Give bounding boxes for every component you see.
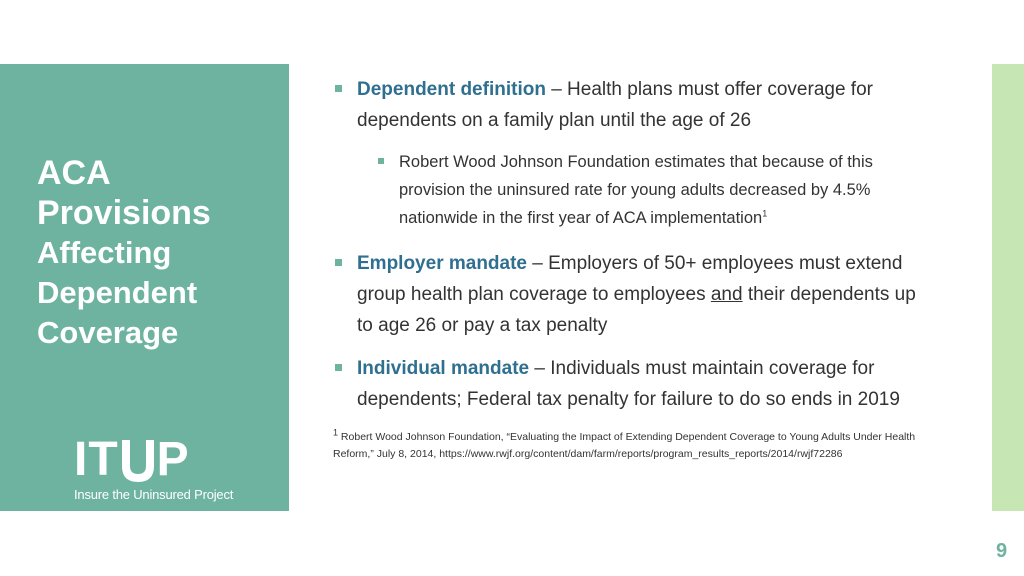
title-line-3: Affecting <box>37 235 172 270</box>
slide-content <box>333 74 933 463</box>
bullet-individual-mandate <box>333 353 933 415</box>
bullet-employer-mandate <box>333 248 933 341</box>
footnote <box>333 429 933 463</box>
logo-letter-i: I <box>74 433 89 486</box>
title-line-4: Dependent <box>37 275 198 310</box>
footnote-marker: 1 <box>333 427 339 438</box>
bullet-term: Dependent definition <box>357 79 546 100</box>
california-u-icon <box>120 440 156 482</box>
bullet-square-icon <box>335 364 342 371</box>
bullet-term: Individual mandate <box>357 358 530 379</box>
sub-bullet-text: Robert Wood Johnson Foundation estimates that because of this provision the uninsured rate for young adults decreased by 4.5% nationwide in the first year of ACA implementation <box>399 153 873 227</box>
itup-logo <box>74 433 234 506</box>
bullet-square-icon <box>335 85 342 92</box>
logo-tagline: Insure the Uninsured Project <box>74 487 234 502</box>
footnote-ref: 1 <box>762 208 768 219</box>
bullet-text: – Health plans must offer coverage for dependents on a family plan until the age of 26 <box>357 79 873 131</box>
logo-letter-t: T <box>88 433 119 486</box>
page-number: 9 <box>996 540 1008 562</box>
bullet-dependent-definition <box>333 74 933 136</box>
logo-mark <box>74 433 234 486</box>
accent-bar <box>992 64 1024 511</box>
bullet-underlined-word: and <box>710 284 743 305</box>
sub-bullet-rwjf-estimate <box>333 148 933 232</box>
title-line-5: Coverage <box>37 315 179 350</box>
bullet-text: – Individuals must maintain coverage for dependents; Federal tax penalty for failure to do so ends in 2019 <box>357 358 900 410</box>
bullet-square-icon <box>335 259 342 266</box>
bullet-term: Employer mandate <box>357 253 527 274</box>
sub-bullet-square-icon <box>378 158 384 164</box>
footnote-text: Robert Wood Johnson Foundation, “Evaluating the Impact of Extending Dependent Coverage to Young Adults Under Health Reform,” July 8, 2014, https://www.rwjf.org/content/dam/farm/reports/program_results_reports/2014/rwjf72286 <box>333 431 916 460</box>
bullet-text: – Employers of 50+ employees must extend group health plan coverage to employees <box>357 253 903 305</box>
title-line-2: Provisions <box>37 194 211 232</box>
title-line-1: ACA <box>37 154 111 192</box>
slide-title <box>37 153 277 353</box>
bullet-text-continued: their dependents up to age 26 or pay a tax penalty <box>357 284 916 336</box>
logo-letter-p: P <box>156 433 190 486</box>
